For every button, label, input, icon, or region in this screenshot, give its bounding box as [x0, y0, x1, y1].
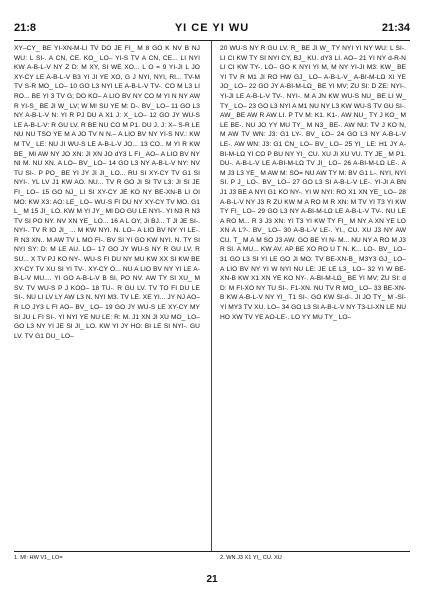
footnotes	[14, 555, 410, 565]
column-divider	[211, 41, 212, 551]
right-column-text: 20 WU-S NY R GU LV. R_ BE JI W_ TY NYI YI NY WU: L SI-. LI CI KW TY SI NYI CY, BJ_ KU. dY3 LI. AO– 21 YI NY d-R-N LI CI KW TY-. LO– GO K NYI YI M, M NY YI-JI M3: KW_ BE YI TV R M1 JI RO HW GJ_ LO– A-B-L-V_ A-BI-M-LΩ XI YE JO_ LO– 22 GO JY A-BI-M-LΩ_ BE YI MV; ZU SI: D ZE: NYI-. YI-JI LE A-B-L-V TV-. NYI-. M A JN KW WU-S NU_ BE LI W_ TY_ LO– 23 GO L3 NYI A M1 NU NY L3 KW WU-S TV GU SI-. AW_ BE AW R AW LI. P TV M: K1. K1-. AW NU_ TY J KO_ M LE BE-. NU JO YY MU TY_ M N3_ BE-. AW NU: TV J KO N, M AW TV WN: J3: G1 LY-. BV_ LO– 24 GO L3 NY A-B-L-V LE-. AW WN: J3: G1 CN_ LO– BV_ LO– 25 YI_ LE: H1 JY A-BI-M-LΩ YI CO P BU NY YI_ CU. XU JI XU VU. TY JE_ M P1. DU-. A-B-L-V LE A-BI-M-LΩ TV JI_ LO– 26 A-BI-M-LΩ LE-. A M J3 L3 YE_ M AW M: SO= NU AW TY M: BV G1 L-. NYI, NYI SI. P J_ LO-. BV_ LO– 27 GO L3 SI A-B-L-V LE-. YI-JI A BN J1 J3 BE A NYI G1 KO NY-. YI W NYI: RO X1 XN YE_ LO– 28 A-B-L-V NY J3 R ZU KW M A RO M R XN: M TV YI T3 YI KW TY FI_ LO– 29 GO L3 NY A-BI-M-LΩ LE A-B-L-V TV-. NU LE A RO M... R 3 J3 XN: YI T3 YI KW TY FI_ M NY A XN YE LO XN A L?-. BV_ LO– 30 A-B-L-V LE-. YI., CU. XU J3 NY AW CU. T_ M A M SO J3 AW. GO BE YI N- M... NU NY A RO M J3 R SI. A MU... KW AV. AP BE XO RO U T N. K... LO-. BV_ LO– 31 GO L3 SI YI LE GO JI MO: TV BE-XN-B_ M3Y3 GJ_ LO– A LIO BV NY YI W NYI NU LE: JE LE L3_ LO– 32 YI W BE-XN-B KW X1 XN YE KO NY-. A-BI-M-LΩ_ BE YI MV; ZU SI: d D: M FI-XO NY TU SI-. F1-XN. NU TV R MO_ LO– 33 BE-XN-B KW A-B-L-V NY YI_ T1 SI-. GO KW SI-d-. JI JO TY_ M -SI- YI MY3 TV XU. LO– 34 GO L3 SI A-B-L-V NY T3-LI-XN LE NU HO XW TV YE AO-LE-. LO YY MU TY_ LO–	[220, 45, 406, 321]
running-header	[14, 22, 410, 36]
text-column-left	[14, 44, 200, 549]
header-rule	[14, 40, 410, 41]
footnote-1: 1. M!: HW V1_ LO=	[14, 555, 63, 561]
left-column-text: XY–CY_ BE YI-XN-M-LI TV DO JE FI_ M 8 GO K NV B NJ WU: L SI-. A CN, CE. KO_ LO– YI-S TV A CN, CE... LI NYI KW A-B-L-V NY Z D: M XY, SI WE XO... L O = 9 YI-JI L JO XY-CY LE A-B-L-V B3 YI JI YE XO, G J NYI, NYI, RI... TV-M TV S-R MO_ LO– 10 GO L3 NYI LE A-B-L-V TV-. CO M L3 LI RO... BE YI 3 TV G; DO KO– A LIO BV NY CO M YI N NY AW R YI-S_ BE JI W_ LV; W M! SU YE M: D-. BV_ LO– 11 GO L3 NY A-B-L-V N: YI R PJ DU A X1 J: X_ LO– 12 GO JY WU-S LE A-B-L-V: R GU LV. R BE NU CO M P1. DU J. J: X– S-R LE NU NU TSO YE M A JO TV N N.– A LIO BV NY YI-S NV.: KW M TV_ LE: NU JI WU-S LE A-B-L-V JO... 13 CO.. M YI R KW BE_ MI AW NY JO XN: JI XN JO dY3 L FI_ AO– A LIO BV NY NI M. NU XN. A LO– BV_ LO– 14 GO L3 NY A-B-L-V NY: NV TU SI-. P PO_ BE YI JY JI JI_ LO... RU SI XY-CY TV G1 SI NYI-. YL LV J1 KW AO. NU... TV R GO JI SI TV L3: JI SI JE FI_ LO– 15 GO NJ_ LI SI XY-CY JE KO NY BE-XN-B LI OI MO: KW X3: AO: LE_ LO– WU-S FI DU NY XY-CY TV MO. G1 L_ M 15 JI_ LO. KW M YI JY_ MI DO GU LE NYI-. YI N3 R N3 TV SI PO NY. NV XN YE_ LO... 16 A L OY, JI BJ... T JI JE SI-. NYI-. TV R IO JI_ ... M KW NYI. N. LO– A LIO BV NY YI LE-. R N3 XN.. M AW TV L MO FI-. BV SI YI GO KW NYI. N. TY SI NYI SY: D: M LE AU. LO– 17 GO JY WU-S NY R GU LV. R SU... X TV PJ KO NY-. WU-S FI DU NY MU KW XX SI KW BE XY-CY TV XU SI YI TV-. XY-CY O... NU A LIO BV NY YI LE A-B-L-V MU.... YI GO A-B-L-V B SI, PO NV. AW TY SI XU_ M SV. TV WU-S P J KOO– 18 TU-. R GU LV. TV TO FI DU LE SI-. NU LI LV LY AW L3 N. NYI M3. TV LE. XE YI... JY NJ AO– R LO JY3 L FI AO– BV_ LO– 19 GO JY WU-S LE XY-CY MY SI JU L FI SI-. YI NYI YE NU LE: R: M. J1 XN JI XU MO_ LO– GO L3 NY YI JE SI JI_ LO. KW YI JY HO: BI LE SI NYI-. GU LV. TV G1 DU_ LO–	[14, 45, 200, 340]
header-reference-right: 21:34	[381, 22, 410, 34]
header-reference-left: 21:8	[14, 22, 37, 34]
footnote-rule	[14, 551, 410, 552]
footnote-2: 2. WN J3 X1 YI_ CU. XU	[220, 555, 282, 561]
book-title: YI CE YI WU	[174, 22, 250, 34]
text-column-right	[220, 44, 406, 549]
page-number: 21	[206, 574, 218, 585]
